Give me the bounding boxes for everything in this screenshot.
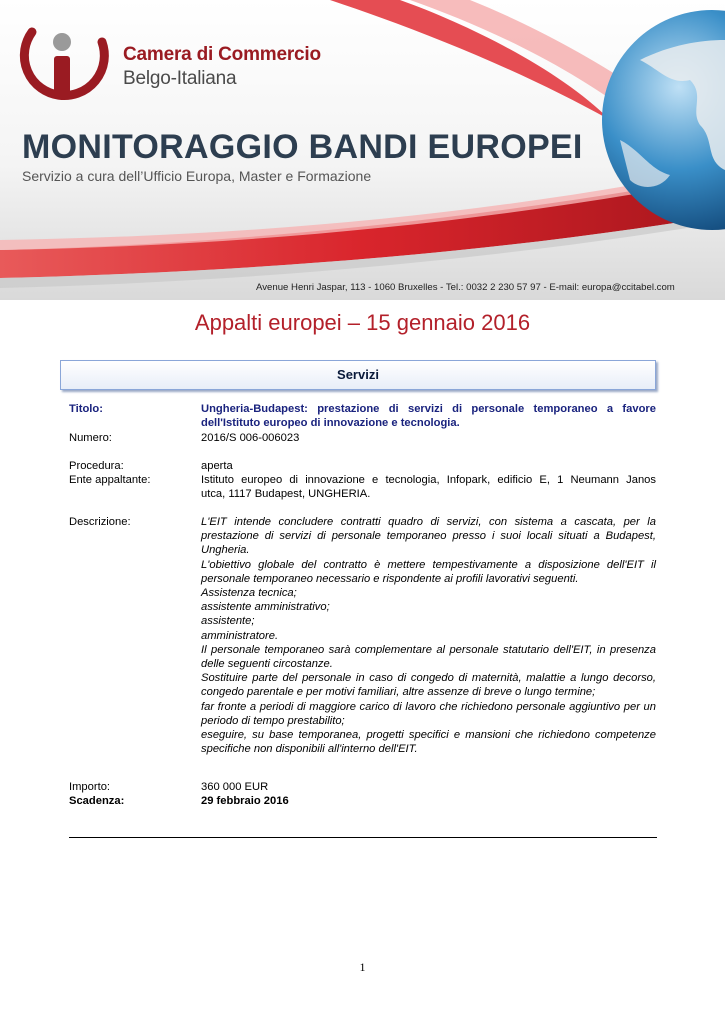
numero-label: Numero: <box>69 432 112 444</box>
bulletin-title: MONITORAGGIO BANDI EUROPEI <box>22 128 583 166</box>
bulletin-subtitle: Servizio a cura dell’Ufficio Europa, Master e Formazione <box>22 168 372 184</box>
titolo-label: Titolo: <box>69 403 103 415</box>
procedura-label: Procedura: <box>69 460 124 472</box>
descrizione-label: Descrizione: <box>69 516 131 528</box>
divider <box>69 837 657 838</box>
page-headline: Appalti europei – 15 gennaio 2016 <box>194 310 531 335</box>
numero-value: 2016/S 006-006023 <box>201 432 300 444</box>
contact-address: Avenue Henri Jaspar, 113 - 1060 Bruxelles - Tel.: 0032 2 230 57 97 - E-mail: europa@ccitabel.com <box>256 282 675 293</box>
ente-value <box>201 473 656 501</box>
procedura-value: aperta <box>201 460 233 472</box>
importo-label: Importo: <box>69 781 111 793</box>
header-banner <box>0 0 725 300</box>
descrizione-paragraph: eseguire, su base temporanea, progetti specifici e mansioni che richiedono competenze specifiche non disponibili all'interno dell'EIT. <box>201 729 656 756</box>
ente-line-1: Istituto europeo di innovazione e tecnologia, Infopark, edificio E, 1 Neumann Janos <box>201 474 656 486</box>
titolo-value <box>201 402 656 430</box>
descrizione-paragraph: L'obiettivo globale del contratto è mettere tempestivamente a disposizione dell'EIT il personale temporaneo necessario e rispondente ai profili lavorativi seguenti. <box>201 558 656 585</box>
organization-name: Camera di Commercio <box>123 44 321 65</box>
scadenza-label: Scadenza: <box>69 795 125 807</box>
descrizione-paragraph: Il personale temporaneo sarà complementare al personale statutario dell'EIT, in presenza delle seguenti circostanze. <box>201 643 656 671</box>
page-number: 1 <box>359 960 366 974</box>
titolo-line-1: Ungheria-Budapest: prestazione di servizi di personale temporaneo a favore <box>201 403 656 415</box>
descrizione-paragraph: Sostituire parte del personale in caso di congedo di maternità, malattie a lungo decorso, congedo parentale e per motivi familiari, altre assenze di breve o lungo termine; <box>201 672 656 699</box>
descrizione-paragraph: far fronte a periodi di maggiore carico di lavoro che richiedono personale aggiuntivo per un periodo di tempo prestabilito; <box>201 700 656 727</box>
descrizione-value <box>201 515 656 756</box>
titolo-line-2: dell'Istituto europeo di innovazione e tecnologia. <box>201 417 460 430</box>
ente-line-2: utca, 1117 Budapest, UNGHERIA. <box>201 488 371 501</box>
descrizione-paragraph: assistente amministrativo; <box>201 601 330 614</box>
descrizione-paragraph: assistente; <box>201 615 255 628</box>
organization-subname: Belgo-Italiana <box>123 68 237 89</box>
descrizione-paragraph: amministratore. <box>201 629 279 642</box>
logo-icon <box>14 12 114 112</box>
descrizione-paragraph: L'EIT intende concludere contratti quadro di servizi, con sistema a cascata, per la prestazione di servizi di personale temporaneo presso i suoi locali situati a Budapest, Ungheria. <box>201 516 656 557</box>
descrizione-paragraph: Assistenza tecnica; <box>201 587 297 600</box>
importo-value: 360 000 EUR <box>201 781 269 793</box>
ente-label: Ente appaltante: <box>69 474 151 486</box>
section-header: Servizi <box>60 360 656 390</box>
scadenza-value: 29 febbraio 2016 <box>201 795 289 807</box>
